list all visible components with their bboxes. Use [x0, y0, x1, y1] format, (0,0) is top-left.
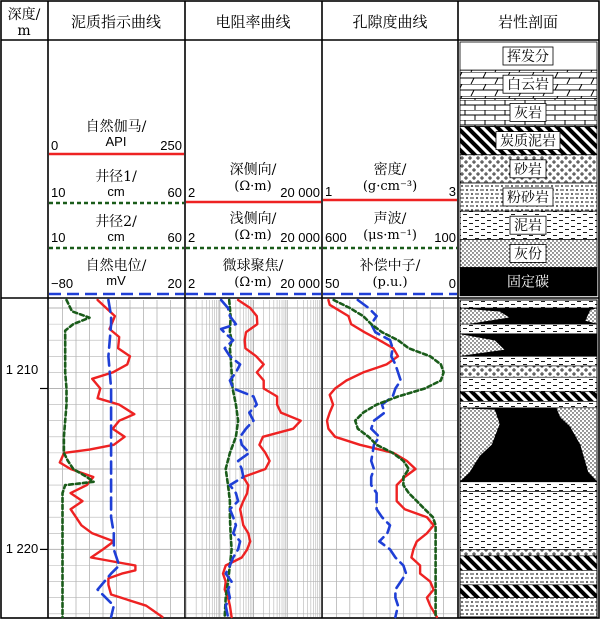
series-line-red: [60, 300, 163, 617]
track1-legend: [49, 119, 184, 294]
legend-label: 固定碳: [507, 274, 549, 291]
lithology-legend: [460, 42, 597, 296]
lithology-layer: [460, 482, 597, 492]
cal1-legend-min: 10: [51, 185, 66, 200]
lithology-layer: [460, 324, 597, 334]
lithology-layer: [460, 556, 597, 570]
legend-label: 白云岩: [507, 77, 549, 94]
msfl-legend-name: 微球聚焦/: [222, 258, 284, 274]
depth-tick-label: 1 220: [5, 541, 39, 556]
track3-legend: [323, 161, 457, 294]
lithology-layer: [460, 300, 597, 308]
lithology-column: [460, 300, 597, 617]
sp-legend-name: 自然电位/: [85, 258, 147, 274]
msfl-legend-max: 20 000: [280, 276, 320, 291]
lls-legend-unit: (Ω·m): [234, 228, 272, 243]
ac-legend-max: 100: [434, 230, 456, 245]
lld-legend-name: 深侧向/: [229, 162, 277, 178]
depth-axis: [6, 362, 39, 556]
series-line-blue: [98, 300, 120, 617]
lithology-layer: [460, 392, 597, 402]
cal1-legend-unit: cm: [107, 184, 125, 199]
lithology-header: 岩性剖面: [497, 13, 559, 31]
gr-legend-unit: API: [105, 134, 127, 149]
lithology-layer: [460, 549, 597, 555]
lls-legend-max: 20 000: [280, 230, 320, 245]
resistivity-track-header: 电阻率曲线: [215, 13, 291, 31]
legend-label: 挥发分: [507, 49, 549, 65]
depth-header-line1: 深度/: [7, 7, 41, 23]
cnl-legend-max: 0: [448, 276, 456, 291]
den-legend-max: 3: [448, 184, 456, 199]
lithology-layer: [460, 585, 597, 598]
lithology-layer: [460, 570, 597, 584]
porosity-track-header: 孔隙度曲线: [352, 13, 428, 31]
ac-legend-unit: (μs·m⁻¹): [363, 228, 417, 243]
grid: [40, 300, 457, 617]
sp-legend-unit: mV: [106, 273, 126, 288]
legend-label: 灰岩: [514, 105, 542, 122]
series-line-blue: [221, 300, 257, 617]
legend-label: 灰份: [514, 246, 542, 263]
msfl-legend-unit: (Ω·m): [234, 275, 272, 290]
lld-legend-max: 20 000: [280, 185, 320, 200]
ac-legend-min: 600: [325, 230, 347, 245]
cal2-legend-min: 10: [51, 230, 66, 245]
gr-legend-max: 250: [160, 138, 182, 153]
legend-label: 粉砂岩: [507, 190, 549, 206]
msfl-legend-min: 2: [188, 276, 196, 291]
legend-label: 泥岩: [514, 218, 542, 235]
den-legend-name: 密度/: [373, 162, 407, 178]
lithology-layer: [460, 598, 597, 617]
series-line-green: [63, 300, 94, 617]
gr-legend-min: 0: [51, 138, 59, 153]
lithology-layer: [460, 401, 597, 407]
ac-legend-name: 声波/: [373, 211, 407, 227]
sp-legend-min: −80: [51, 276, 74, 291]
series-line-red: [327, 300, 437, 617]
lithology-layer: [460, 491, 597, 549]
cal2-legend-name: 井径2/: [95, 214, 137, 230]
gr-legend-name: 自然伽马/: [85, 119, 147, 135]
cal2-legend-max: 60: [167, 230, 182, 245]
cnl-legend-unit: (p.u.): [372, 275, 408, 290]
lld-legend-unit: (Ω·m): [234, 179, 272, 194]
sp-legend-max: 20: [167, 276, 182, 291]
shale-track-header: 泥质指示曲线: [70, 13, 162, 31]
lls-legend-name: 浅侧向/: [229, 211, 277, 227]
den-legend-min: 1: [325, 184, 333, 199]
depth-tick-label: 1 210: [5, 362, 39, 377]
series-line-red: [223, 300, 301, 617]
lld-legend-min: 2: [188, 185, 196, 200]
lithology-layer: [460, 366, 597, 377]
cnl-legend-name: 补偿中子/: [359, 258, 421, 274]
track2-legend: [186, 162, 321, 294]
den-legend-unit: (g·cm⁻³): [362, 179, 418, 194]
cal2-legend-unit: cm: [107, 229, 125, 244]
cal1-legend-max: 60: [167, 185, 182, 200]
lls-legend-min: 2: [188, 230, 196, 245]
depth-header-line2: m: [17, 23, 31, 39]
legend-label: 砂岩: [514, 161, 542, 178]
lithology-layer: [460, 377, 597, 391]
cal1-legend-name: 井径1/: [95, 169, 137, 185]
lithology-layer: [460, 356, 597, 366]
cnl-legend-min: 50: [325, 276, 340, 291]
legend-label: 炭质泥岩: [500, 133, 556, 150]
